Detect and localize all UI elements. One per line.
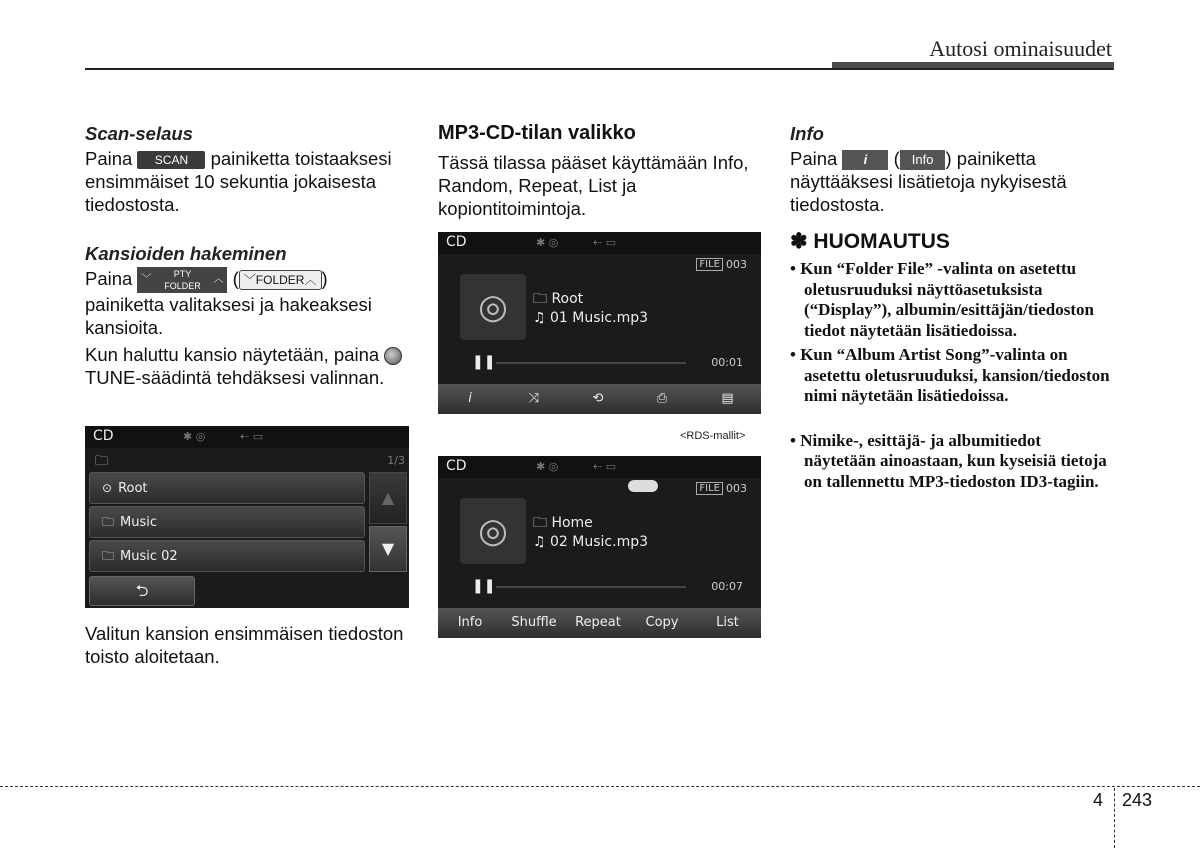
page-indicator: 1/3 [387, 454, 405, 467]
status-bar [438, 456, 761, 478]
list-icon: ▤ [721, 391, 734, 406]
disc-icon: ⊙ [102, 481, 113, 495]
info-button-glyph: Info [900, 150, 946, 170]
scan-text-post: painiketta toistaaksesi ensimmäiset 10 sekuntia jokaisesta tiedostosta. [85, 148, 392, 215]
section-number: 4 [1093, 790, 1104, 810]
track-name: 02 Music.mp3 [550, 534, 648, 550]
player-screen-icons [438, 232, 761, 414]
folder-name-row [533, 512, 593, 536]
elapsed-time: 00:01 [711, 356, 743, 369]
folder-button-glyph: ﹀FOLDER︿ [239, 270, 322, 290]
file-number: 003 [726, 482, 747, 495]
pty-folder-button-glyph [137, 267, 227, 293]
pause-icon[interactable]: ❚❚ [472, 578, 496, 594]
footer-rule [0, 786, 1200, 787]
progress-bar[interactable] [496, 586, 686, 588]
file-tag: FILE [696, 258, 723, 271]
pty-folder-label: FOLDER [164, 281, 201, 292]
folder-icon: 🗀 [533, 291, 547, 307]
folder-icon: 🗀 [102, 549, 115, 563]
bluetooth-icon: ✱ ◎ [183, 430, 206, 443]
bluetooth-icon: ✱ ◎ [536, 460, 559, 473]
folder-heading: Kansioiden hakeminen [85, 243, 287, 264]
scan-paragraph [85, 147, 410, 216]
shuffle-icon-button[interactable] [502, 384, 567, 414]
header-rule [85, 68, 1113, 70]
repeat-button[interactable]: Repeat [566, 608, 631, 638]
rds-model-label: <RDS-mallit> [680, 430, 746, 442]
folder-list-screen [85, 426, 409, 608]
music-note-icon: ♫ [533, 310, 546, 326]
notice-bullet: • Kun “Folder File” -valinta on asetettu oletusruuduksi näyttöasetuksista (“Display”), albumin/esittäjän/tiedoston tiedot näytetään lisätiedoissa. [790, 259, 1094, 340]
tune-text-post: TUNE-säädintä tehdäksesi valinnan. [85, 367, 385, 389]
column-middle [438, 122, 763, 224]
info-icon-button[interactable] [438, 384, 503, 414]
info-text-pre: Paina [790, 148, 838, 169]
folder-name: Root [551, 291, 584, 307]
elapsed-time: 00:07 [711, 580, 743, 593]
folder-icon: 🗀 [533, 515, 547, 531]
folder-text-pre: Paina [85, 268, 133, 289]
folder-paragraph: Paina ﹀ PTY FOLDER ︿ ( ﹀FOLDER︿ ) painiketta valitaksesi ja hakeaksesi kansioita. [85, 268, 372, 339]
file-tag: FILE [696, 482, 723, 495]
pause-icon[interactable]: ❚❚ [472, 354, 496, 370]
scan-button-glyph: SCAN [137, 151, 205, 169]
shuffle-button[interactable]: Shuffle [502, 608, 567, 638]
scan-text-pre: Paina [85, 148, 133, 169]
scan-heading: Scan-selaus [85, 123, 193, 144]
folder-name-row [533, 288, 583, 312]
copy-icon: ⎙ [656, 391, 668, 406]
folder-text-post: painiketta valitaksesi ja hakeaksesi kansioita. [85, 294, 372, 339]
column-left [85, 122, 410, 393]
info-icon: i [468, 391, 472, 406]
folder-icon: 🗀 [95, 454, 109, 469]
mp3-menu-heading: MP3-CD-tilan valikko [438, 122, 636, 144]
page-number: 243 [1122, 790, 1153, 810]
list-item-label: Root [118, 481, 148, 496]
usb-icon: ⇠ ▭ [240, 430, 264, 443]
info-paragraph: Paina i ( Info ) painiketta näyttääksesi lisätietoja nykyisestä tiedostosta. [790, 148, 1067, 216]
cd-label: CD [93, 428, 114, 444]
tune-text-pre: Kun haluttu kansio näytetään, paina [85, 344, 380, 366]
pty-label: PTY [173, 269, 192, 280]
info-text-post: painiketta näyttääksesi lisätietoja nykyisestä tiedostosta. [790, 148, 1067, 216]
player-screen-text [438, 456, 761, 638]
list-item[interactable] [89, 472, 365, 504]
cd-label: CD [446, 234, 467, 250]
chevron-down-icon: ﹀ [141, 274, 152, 286]
repeat-icon: ⟲ [592, 391, 604, 406]
mp3-menu-paragraph: Tässä tilassa pääset käyttämään Info, Random, Repeat, List ja kopiontitoimintoja. [438, 152, 749, 219]
track-name: 01 Music.mp3 [550, 310, 648, 326]
after-screen-paragraph: Valitun kansion ensimmäisen tiedoston toisto aloitetaan. [85, 623, 404, 667]
list-item-label: Music 02 [120, 549, 178, 564]
music-note-icon: ♫ [533, 534, 546, 550]
bluetooth-icon: ✱ ◎ [536, 236, 559, 249]
file-number: 003 [726, 258, 747, 271]
status-bar [438, 232, 761, 254]
rds-indicator-icon [628, 480, 658, 492]
disc-music-icon: ◎ [460, 274, 526, 340]
list-item-label: Music [120, 515, 158, 530]
list-item[interactable] [89, 540, 365, 572]
repeat-icon-button[interactable] [566, 384, 631, 414]
status-bar [85, 426, 409, 448]
folder-button-label: FOLDER [255, 273, 305, 288]
notice-bullet: • Kun “Album Artist Song”-valinta on asetettu oletusruuduksi, kansion/tiedoston nimi näytetään lisätiedoissa. [790, 345, 1110, 406]
copy-icon-button[interactable] [630, 384, 695, 414]
notice-bullet: • Nimike-, esittäjä- ja albumitiedot näytetään ainoastaan, kun kyseisiä tietoja on tallennettu MP3-tiedoston ID3-tagiin. [790, 430, 1107, 491]
tune-knob-icon [384, 347, 402, 365]
footer-divider [1114, 788, 1115, 848]
scroll-down-button[interactable]: ▼ [369, 526, 407, 572]
track-name-row [533, 534, 648, 550]
info-button[interactable]: Info [438, 608, 503, 638]
shuffle-icon: ⤨ [528, 391, 540, 406]
usb-icon: ⇠ ▭ [593, 236, 617, 249]
copy-button[interactable]: Copy [630, 608, 695, 638]
list-icon-button[interactable] [694, 384, 761, 414]
disc-music-icon: ◎ [460, 498, 526, 564]
info-icon-button-glyph: i [842, 150, 888, 170]
notice-title: ✽ HUOMAUTUS [790, 230, 950, 254]
scroll-up-button[interactable]: ▲ [369, 472, 407, 524]
usb-icon: ⇠ ▭ [593, 460, 617, 473]
chevron-up-icon: ︿ [213, 274, 224, 286]
folder-icon: 🗀 [102, 515, 115, 529]
cd-label: CD [446, 458, 467, 474]
back-arrow-icon: ⮌ [135, 581, 149, 600]
track-name-row [533, 310, 648, 326]
progress-bar[interactable] [496, 362, 686, 364]
back-button[interactable] [89, 576, 195, 606]
list-button[interactable]: List [694, 608, 761, 638]
info-heading: Info [790, 123, 824, 144]
tune-paragraph [85, 343, 410, 389]
running-header: Autosi ominaisuudet [929, 36, 1112, 61]
list-item[interactable] [89, 506, 365, 538]
folder-name: Home [551, 515, 593, 531]
column-right [790, 122, 1115, 496]
column-left-bottom [85, 622, 410, 672]
